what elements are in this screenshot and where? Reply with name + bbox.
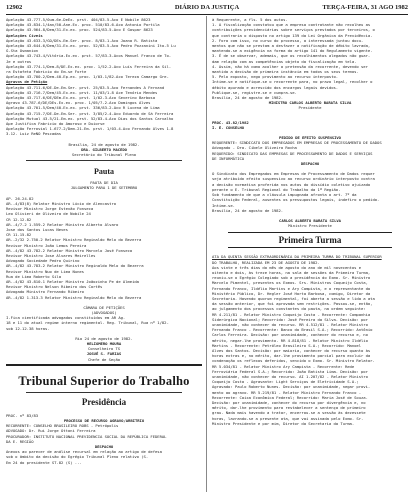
- pauta-line: AR.-4/82 1.313-3 Relator Ministro Reginaldo Melo do Bezerra: [6, 294, 142, 300]
- minutes-line: Ministro Presidente e por mim, Diretor da Secretaria da Turma.: [212, 420, 355, 426]
- minutes-line: Fernando Franco - Recorrente: Banco do Brasil S.A.; Recorrido: Antônio: [212, 327, 373, 333]
- party-line: PEDIDO DE EFEITO SUSPENSIVO: [279, 135, 341, 141]
- party-line: REQUERIDO: SINDICATO DAS EMPRESAS DE PROCESSAMENTO DE DADOS E SERVIÇOS: [212, 150, 373, 156]
- minutes-line: condenação os reflexos deferidos, vencido o Exmo. Sr. Ministro Relator.: [212, 358, 375, 364]
- minutes-line: RR 5.034/81 - Relator Ministro Ary Campista - Recorrente: Rede: [212, 363, 355, 369]
- pauta-sub-line: JULGAMENTO PARA 1 DE SETEMBRO: [70, 185, 138, 191]
- closing-line: HELIOMERO MOURA: [86, 340, 122, 346]
- left-column: [6, 17, 202, 465]
- docket-line: Apelação 43.717-6/DE/DEm-Ex.ex. prst. 1/02-3-Aco Severino Barbosa: [6, 95, 156, 101]
- presidencia-line: ADVOGADO: Dr. Rui Jorge Ottoni Ferreira: [6, 428, 96, 434]
- presidencia-heading: Presidência: [81, 396, 127, 407]
- pauta-mid-line: (ADVOGADOS): [91, 309, 117, 315]
- pauta-line: AR.-4/82 43.810-1 Relator Ministro Joãozinho Pe de Almeida: [6, 278, 139, 284]
- pauta-subheading: [6, 180, 202, 190]
- despacho-line: contribuições previdenciárias sobre serviços prestados por terceiros, o: [212, 27, 375, 33]
- notice-line: I.Fica cientificada advogados constituídos em AR Ag.: [6, 315, 126, 321]
- notice-line: sob 12.12.38 horas.: [6, 325, 50, 331]
- page-header: [6, 4, 408, 14]
- divider: [26, 160, 182, 161]
- page-number: 12902: [6, 4, 23, 11]
- despacho-line: Publique-se, registre-se e cumpra-se.: [212, 89, 297, 95]
- right-column: [212, 17, 408, 426]
- presidencia-line: RECORRENTE: CONSELHO BRASILEIRO ROBS - Petrópolis: [6, 423, 119, 429]
- signature-line: CARLOS ALBERTO BARATA SILVA: [279, 217, 341, 223]
- primeira-turma-heading: Primeira Turma: [228, 232, 392, 248]
- minutes-line: Ministério Público, Dr. Hegler José Horta Barbosa, comigo, Diretor da: [212, 290, 371, 296]
- pauta-line: Revisor Ministro Nelson Ribeiro dos Cortês: [6, 284, 103, 290]
- pauta-line: CR 11.15.82: [6, 232, 32, 238]
- body-line: O Sindicato dos Empregados em Empresas de Processamento de Dados requer: [212, 171, 375, 177]
- signature-line: Secretário do Tribunal Pleno: [71, 152, 137, 158]
- minutes-line: Martins - Recorrente: Petróleo Brasileiro S.A.; Recorrido: Manoel: [212, 342, 362, 348]
- docket-line: Apelação 43.701-5/Dem/40-Ex.ex. prst. 336/83-2-Aco R Lucena de Lima: [6, 105, 160, 111]
- body-line: perante o E. Tribunal Regional do Trabalho da 1ª Região.: [212, 186, 341, 192]
- second-block-parties: [212, 135, 408, 166]
- publication-title: DIÁRIO DA JUSTIÇA: [174, 4, 240, 11]
- presidencia-line: Em 24 do presidente ST.82 (S) ...: [6, 459, 82, 465]
- pauta-line: AR.-4/7-2 1.559-2 Relator Ministro Alberto Alvaro: [6, 221, 119, 227]
- party-line: DESPACHO: [300, 161, 320, 167]
- docket-line: Apelação 43.774-1/Dem-8/DE-Ex.ex. proc. 1/52-2-Aco Luís Ferreira da Sil-: [6, 63, 172, 69]
- presidencia-line: DA E. REGIÃO: [6, 438, 34, 444]
- signature-line: Ministro Presidente: [288, 223, 332, 229]
- despacho-line: MINISTRO CARLOS ALBERTO BARATA SILVA: [268, 100, 352, 106]
- docket-line: 3.12. Luiz ReNO Pescadas: [6, 131, 62, 137]
- pauta-mid-line: CÂMARA DE PETIÇÕES: [83, 304, 125, 310]
- minutes-line: ao julgamento dos processos constantes da pauta, na ordem seguinte:: [212, 306, 366, 312]
- minutes-line: Fernando Franco, Ildélio Martins e Ary Campista, e o representante do: [212, 285, 371, 291]
- despacho-line: à Requerente, a fls. 5 dos autos.: [212, 17, 288, 22]
- column-divider: [206, 16, 207, 492]
- minutes-line: Carlos Ferreira. Decisão: por unanimidade, conhecer do recurso e, no: [212, 332, 368, 338]
- docket-line: Je e outros: [6, 58, 32, 64]
- minutes-line: RR 4.211/81 - Relator Ministro Coqueijo Costa - Recorrente: Companhia: [212, 311, 371, 317]
- pauta-line: AR.-2/32 2.750-2 Relator Ministro Reginaldo Melo do Bezerra: [6, 237, 142, 243]
- body-line: Sob fundamento de que a cláusula impugnada afronta o art. 7º da: [212, 192, 357, 198]
- docket-line: Apelação 43.715-7/DE-De-Em.Ser. prst. 3/85/2-4-Aco Eduardo de Sá Ferreira: [6, 110, 174, 116]
- despacho-line: 2. Fora com isso, no curso do processo, a interessada juntou docu-: [212, 37, 364, 43]
- docket-line: ra Estafeta Fabricio do Em-se Forte: [6, 69, 87, 75]
- minutes-line: horas, lavrando-se a presente ata, que vai assinada pelo Exmo. Sr.: [212, 415, 364, 421]
- body-line: Intime-se.: [212, 202, 235, 208]
- docket-line: G.Sta Osmanion: [6, 48, 39, 54]
- issue-date: TERÇA-FEIRA, 31 AGO 1982: [322, 4, 408, 11]
- presidencia-line: sob o âmbito da decisão do Egrégio Tribunal Pleno relativo (S.: [6, 454, 149, 460]
- despacho-line: Brasília, 24 de agosto de 1982.: [212, 95, 284, 101]
- pauta-line: AR.-4/82 43.783-2 Relator Ministro Reginaldo Melo do Bezerra: [6, 263, 144, 269]
- pauta-line: Jose dos Santos Lucas Neves: [6, 226, 68, 232]
- docket-line: Apelação 43.633-3/GO/DEs-Em.Ser. proc. 8/83-1-Aco Joana R. Batista: [6, 37, 158, 43]
- docket-line: Apelação 43.716-7/Dem/45-Ex.ex. prst. 11/03/1-8 Ace Tenório Mendes: [6, 89, 158, 95]
- body-line: Brasília, 24 de agosto de 1982.: [212, 207, 284, 213]
- despacho-line: mentos que não se prestam a desfazer a notificação de débito lavrada,: [212, 43, 371, 49]
- right-top-entries: [212, 17, 408, 111]
- minutes-line: reuniu-se o Egrégio Colegiado sob a presidência do Exmo. Sr. Ministro: [212, 275, 371, 281]
- despacho-line: Intime-se e notifique-se o recorrente para, no prazo legal, recolher o: [212, 79, 373, 85]
- minutes-line: Alves dos Santos. Decisão: por maioria, conhecer do recurso quanto às: [212, 347, 371, 353]
- despacho-line: mantida a decisão de primeira instância em todos os seus termos.: [212, 69, 359, 75]
- despacho-line: mantendo-se a exigência na forma do artigo 141 do Regulamento vigente.: [212, 48, 373, 54]
- pauta-line: Revisor Ministro João Lemos Pereira: [6, 242, 87, 248]
- docket-line: Apelação 43.777-5/0um-6e-DeEx. prst. 404/83-5-Aco E Nobile 8623: [6, 17, 151, 22]
- second-block-signature: [212, 218, 408, 228]
- minutes-line: Secretaria. Havendo quorum regimental, foi aberta a sessão e lida a ata: [212, 295, 375, 301]
- docket-line: Apelação 43.711-6/DE-De-Em.Ser. prst. 25/83-5-Aco Fernandes A Fernand: [6, 84, 165, 90]
- minutes-line: da sessão anterior, que foi aprovada sem restrições. Passou-se, então,: [212, 301, 373, 307]
- minutes-line: mento ao agravo. RR 5.219/81 - Relator Ministro Fernando Franco -: [212, 389, 362, 395]
- pauta-entries: [6, 196, 202, 300]
- docket-line: Apelação 43.834-1/4an/50-Ane-Ex. proc. 510/83-6-Aco Antonio Portila: [6, 22, 160, 28]
- closing-line: Conselheiro TS: [87, 346, 121, 352]
- section-pauta: Pauta: [94, 167, 114, 177]
- proc-line: I. E. CONSELHO: [212, 124, 245, 130]
- minutes-line: oitenta e dois, às treze horas, na sala de sessões da Primeira Turma,: [212, 269, 371, 275]
- despacho-line: Presidente: [298, 105, 322, 111]
- pauta-line: AP. 26.24.82: [6, 195, 34, 201]
- party-line: DE INFORMÁTICA: [212, 155, 245, 161]
- notice-line: 18 e 11 do atual regime interno regimental. Reg. Tribunal, Rua nº 1/82-: [6, 320, 169, 326]
- minutes-line: Marcelo Pimentel, presentes os Exmos. Srs. Ministros Coqueijo Costa,: [212, 280, 368, 286]
- minutes-line: mérito, dar-lhe provimento para restabelecer a sentença de primeiro: [212, 405, 366, 411]
- closing-line: JOSUÉ S. FARIAS: [86, 351, 122, 357]
- closing-line: Chefe de Seção: [87, 356, 121, 362]
- signature-line: DRA. GILBERTO MACEDO: [81, 146, 127, 152]
- presidencia-line: Anexos ao parecer de análise recursal em relação ao artigo de defesa: [6, 449, 162, 455]
- section-rule: [6, 364, 202, 366]
- body-line: a decisão normativa proferida nos autos do dissídio coletivo ajuizado: [212, 181, 371, 187]
- minutes-line: Siderúrgica Nacional; Recorrido: José Pereira da Silva. Decisão: por: [212, 316, 368, 322]
- presidencia-line: PROC. nº 83/83: [6, 412, 39, 418]
- presidencia-line: DESPACHO: [94, 444, 114, 449]
- despacho-line: 3. É de se observar, ademais, que os recolhimentos alegados não guar-: [212, 53, 371, 59]
- second-block-heading: [212, 120, 408, 130]
- minutes-line: mérito, negar-lhe provimento. RR 4.818/81 - Relator Ministro Ildélio: [212, 337, 368, 343]
- proc-line: PROC. 43.82/1982: [212, 119, 249, 125]
- docket-line: Apelações Cíveis: [6, 32, 43, 38]
- pauta-line: Leo Olivieri de Oliveira de Nobile 24: [6, 211, 91, 217]
- docket-line: Apelação 43.743-4/Vitória-Ex.ex. prst. 57/83-3-Acos Manuel Franco de To-: [6, 53, 172, 59]
- despacho-line: dam relação com as competências objeto da fiscalização em tela.: [212, 58, 357, 64]
- minutes-line: DO TRABALHO, REALIZADA EM 23 DE AGOSTO DE 1982.: [212, 259, 320, 265]
- pauta-line: Revisor Ministro Jose Alvares Meirelles: [6, 252, 96, 258]
- pauta-line: Rua de Lima Roberto Sila: [6, 273, 62, 279]
- pauta-mid-heading: [6, 305, 202, 315]
- minutes-line: horas extras e, no mérito, dar-lhe provimento parcial para excluir da: [212, 353, 371, 359]
- party-line: REQUERENTE: SINDICATO DOS EMPREGADOS EM EMPRESAS DE PROCESSAMENTO DE DADOS: [212, 140, 382, 146]
- minutes-line: Aos vinte e três dias do mês de agosto do ano de mil novecentos e: [212, 264, 362, 270]
- docket-line: Apelação Ferrovial 1.677-2/Dem-21-Em. prst. 1/03-4-Aco Fernando Alves 1-8: [6, 126, 174, 132]
- pauta-sub-line: PAUTA DE DIA: [90, 180, 118, 186]
- despacho-line: 1. A fiscalização constatou que a empresa contratante não recolheu as: [212, 22, 371, 28]
- docket-line: Apelação Mutual 43.5/21-Em.ex. prst. 52/83-4-Aco Dias dos Santos Carvalho: [6, 115, 174, 121]
- presidencia-line: PROCESSO DE RECURSO AGRAVO/ARBITRIO: [63, 417, 145, 423]
- docket-line: Agravos de Petição: [6, 79, 48, 85]
- divider: [26, 392, 182, 393]
- docket-line: Ape Justifica Fabricio do Amoroso e Duiorse: [6, 121, 105, 127]
- body-line: seja atribuído efeito suspensivo ao recurso ordinário interposto contra: [212, 176, 375, 182]
- minutes-line: Decisão: por unanimidade, conhecer do recurso por divergência e, no: [212, 400, 366, 405]
- pauta-line: Advogado Sociedade Pedro Quirino: [6, 258, 80, 264]
- docket-line: Apelação 43.964-8/Dem/31-Ex.ex. proc. 524/83-5-Aco E Gaspar 8623: [6, 27, 153, 33]
- minutes-line: grau. Nada mais havendo a tratar, encerrou-se a sessão às dezessete: [212, 410, 366, 416]
- presidencia-line: PROCURADOR: INSTITUTO NACIONAL PREVIDENCIA SOCIAL DA REPÚBLICA FEDERAL: [6, 433, 167, 439]
- minutes-line: unanimidade, não conhecer do recurso. AI 1.207/82 - Relator Ministro: [212, 373, 368, 379]
- left-top-entries: [6, 17, 202, 137]
- pauta-notice: [6, 315, 202, 331]
- pauta-line: AR.-4/82 43.782-2 Relator Ministro Marcelo José Fonseca: [6, 247, 133, 253]
- party-line: Advogado - Dra. Cibele Oliveira Rocha: [212, 145, 297, 151]
- pauta-line: AR.-4/83(8) Relator Ministro Lúcio de Alencastro: [6, 200, 117, 206]
- minutes-line: unanimidade, não conhecer do recurso. RR 4.512/81 - Relator Ministro: [212, 321, 368, 327]
- signature-line: Brasília, 24 de agosto de 1982.: [68, 141, 140, 147]
- pauta-line: Revisor Ministro Jorge Estevão Fonseca: [6, 206, 94, 212]
- second-block-body: [212, 171, 408, 213]
- pauta-line: Revisor Ministro Nuo de Lima Nunes: [6, 268, 84, 274]
- closing-line: Rio 24 de agosto de 1982.: [75, 335, 133, 341]
- despacho-line: débito apurado e acrescido dos encargos legais devidos.: [212, 84, 339, 90]
- minutes-line: Ferroviária Federal S.A.; Recorrido: João Batista Lima. Decisão: por: [212, 368, 368, 374]
- pauta-line: Advogado Ministro Fernando Ribeiro: [6, 289, 84, 295]
- minutes-line: Agravado: Paulo Roberto Nunes. Decisão: por unanimidade, negar provi-: [212, 384, 371, 390]
- turma-minutes: [212, 254, 408, 426]
- docket-line: Agravo 43.787-6/DE/DEs-Ex.ex. proc. 1/05/7-2-Aco Domingos Alves: [6, 100, 151, 106]
- despacho-line: que contraria o disposto no artigo 139 da Lei Orgânica da Previdência.: [212, 32, 373, 38]
- left-bottom-entries: [6, 413, 202, 465]
- minutes-line: Recorrente: Caixa Econômica Federal; Recorrido: Maria José de Souza.: [212, 394, 368, 400]
- left-signature: [6, 142, 202, 158]
- pauta-line: CR 12.12.82: [6, 216, 32, 222]
- body-line: Constituição Federal, ausentes os pressupostos legais, indefiro o pedido.: [212, 197, 380, 203]
- closing-signatures: [6, 336, 202, 362]
- docket-line: Apelação 43.700-2/Dem-40-Ep.ex. proc. 1/03-1/82-Aco Tereza Camargo Gre-: [6, 74, 169, 80]
- minutes-line: Coqueijo Costa - Agravante: Light Serviços de Eletricidade S.A.;: [212, 379, 359, 385]
- despacho-line: 4. Assim, não há como acolher a pretensão da recorrente, devendo ser: [212, 63, 368, 69]
- header-rule: [6, 14, 408, 15]
- docket-line: Apelação 43.644-6/Dem/31-Ex.ex. proc. 52/83-5-Aco Pedro Pozzanini Ito-5 Lu: [6, 43, 176, 49]
- minutes-line: ATA DA QUINTA SESSÃO EXTRAORDINÁRIA DA PRIMEIRA TURMA DO TRIBUNAL SUPERIOR: [212, 254, 382, 260]
- despacho-line: 5. Pelo exposto, nego provimento ao recurso interposto.: [212, 74, 339, 80]
- tst-title: Tribunal Superior do Trabalho: [18, 373, 190, 388]
